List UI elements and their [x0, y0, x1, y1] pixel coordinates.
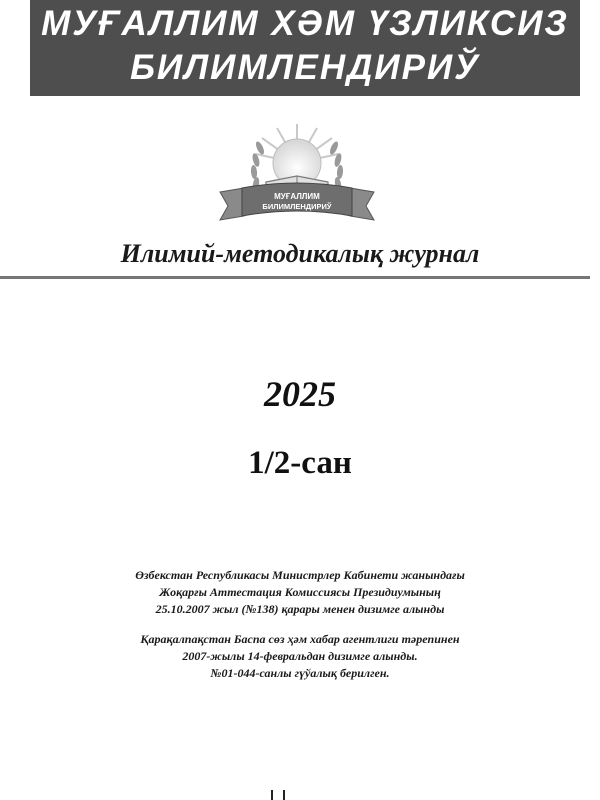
journal-subtitle: Илимий-методикалық журнал — [120, 239, 480, 268]
issue-year: 2025 — [264, 374, 336, 414]
issue-number: 1/2-сан — [248, 445, 352, 481]
journal-title-banner — [30, 0, 580, 96]
agency-note-line: №01-044-санлы гүўалық берилген. — [210, 666, 390, 680]
registration-note-line: Жоқарғы Аттестация Комиссиясы Президиумының — [159, 585, 441, 599]
registration-note-line: 25.10.2007 жыл (№138) қарары менен дизимге алынды — [155, 602, 445, 616]
cropped-bottom-text — [266, 788, 292, 800]
header-divider — [0, 276, 590, 279]
emblem-ribbon-text-1: МУҒАЛЛИМ — [274, 192, 320, 201]
registration-note — [0, 567, 600, 618]
registration-note-line: Өзбекстан Республикасы Министрлер Кабинети жанындағы — [135, 568, 465, 582]
emblem-ribbon-text-2: БИЛИМЛЕНДИРИЎ — [262, 202, 332, 211]
agency-note-line: 2007-жылы 14-февральдан дизимге алынды. — [182, 649, 418, 663]
journal-emblem-logo — [214, 118, 380, 228]
journal-title-line-1: МУҒАЛЛИМ ХӘМ ҮЗЛИКСИЗ — [41, 4, 569, 43]
agency-note-line: Қарақалпақстан Баспа сөз ҳәм хабар агентлиги тәрепинен — [140, 632, 460, 646]
agency-note — [0, 631, 600, 682]
journal-title-line-2: БИЛИМЛЕНДИРИЎ — [130, 48, 480, 87]
